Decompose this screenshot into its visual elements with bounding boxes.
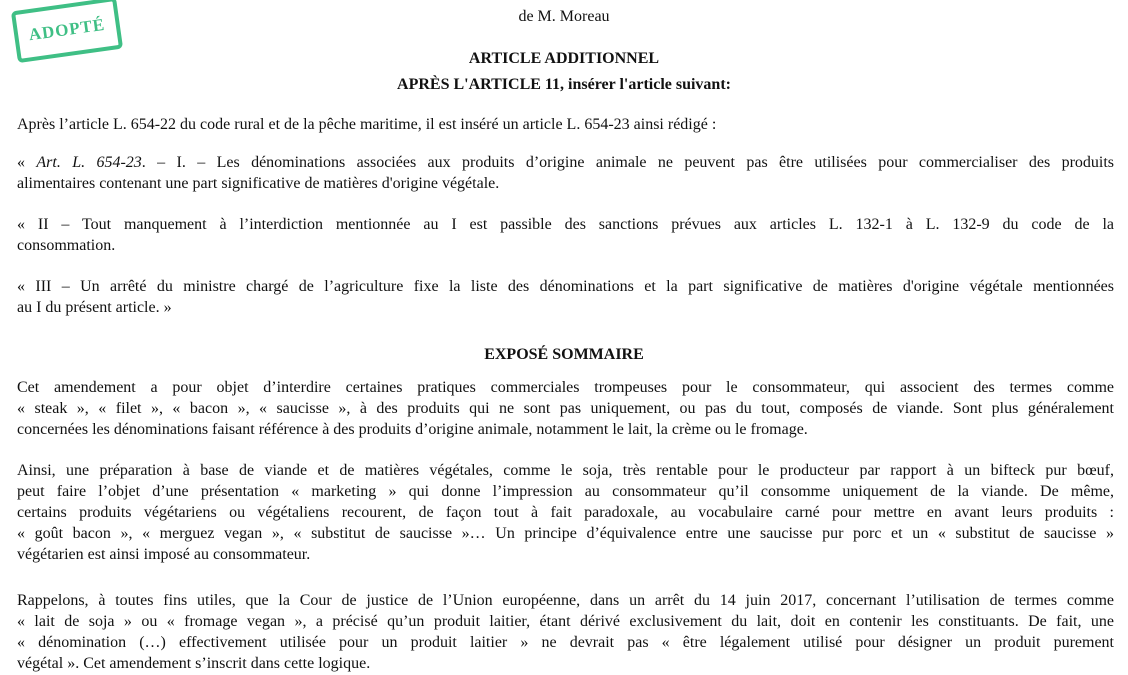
expose-p3-line-1: Rappelons, à toutes fins utiles, que la Cour de justice de l’Union européenne, dans un arrêt du 14 juin 2017, concernant l’utilisation de termes comme bbox=[17, 592, 1114, 609]
para1-prefix: « bbox=[17, 154, 37, 171]
expose-p2-line-5: végétarien est ainsi imposé au consommateur. bbox=[17, 546, 311, 563]
article-title: ARTICLE ADDITIONNEL bbox=[468, 50, 660, 67]
expose-p1-line-3: concernées les dénominations faisant référence à des produits d’origine animale, notamment le lait, la crème ou le fromage. bbox=[17, 421, 808, 438]
expose-p1-line-1: Cet amendement a pour objet d’interdire certaines pratiques commerciales trompeuses pour le consommateur, qui associent des termes comme bbox=[17, 379, 1114, 396]
expose-p1-line-2: « steak », « filet », « bacon », « saucisse », à des produits qui ne sont pas uniquement, ou pas du tout, composés de viande. Sont plus généralement bbox=[17, 400, 1114, 417]
expose-p3-line-2: « lait de soja » ou « fromage vegan », a précisé qu’un produit laitier, étant dérivé exclusivement du lait, doit en contenir les constituants. De fait, une bbox=[17, 613, 1114, 630]
para3-line-1: « III – Un arrêté du ministre chargé de l’agriculture fixe la liste des dénominations et la part significative de matières d'origine végétale mentionnées bbox=[17, 278, 1114, 295]
expose-p2-line-4: « goût bacon », « merguez vegan », « substitut de saucisse »… Un principe d’équivalence entre une saucisse pur porc et un « substitut de saucisse » bbox=[17, 525, 1114, 542]
article-reference: Art. L. 654-23 bbox=[36, 154, 142, 171]
expose-p3-line-4: végétal ». Cet amendement s’inscrit dans cette logique. bbox=[17, 655, 371, 672]
para1-line1-rest: . – I. – Les dénominations associées aux produits d’origine animale ne peuvent pas être utilisées pour commercialiser des produits bbox=[141, 154, 1115, 171]
article-paragraph-2 bbox=[17, 214, 1114, 256]
article-paragraph-1 bbox=[17, 152, 1114, 194]
para3-line-2: au I du présent article. » bbox=[17, 299, 172, 316]
expose-paragraph-1 bbox=[17, 377, 1114, 440]
article-intro bbox=[17, 114, 1114, 135]
stamp-label: ADOPTÉ bbox=[27, 14, 107, 45]
expose-paragraph-3 bbox=[17, 590, 1114, 674]
para2-line-1: « II – Tout manquement à l’interdiction mentionnée au I est passible des sanctions prévues aux articles L. 132-1 à L. 132-9 du code de la bbox=[17, 216, 1114, 233]
intro-line: Après l’article L. 654-22 du code rural et de la pêche maritime, il est inséré un article L. 654-23 ainsi rédigé : bbox=[17, 116, 717, 133]
para1-line-2: alimentaires contenant une part significative de matières d'origine végétale. bbox=[17, 175, 500, 192]
article-paragraph-3 bbox=[17, 276, 1114, 318]
article-subtitle: APRÈS L'ARTICLE 11, insérer l'article suivant: bbox=[397, 76, 731, 93]
para2-line-2: consommation. bbox=[17, 237, 116, 254]
expose-p3-line-3: « dénomination (…) effectivement utilisée pour un produit laitier » ne devrait pas « être légalement utilisé pour désigner un produit purement bbox=[17, 634, 1114, 651]
author-line: de M. Moreau bbox=[518, 8, 610, 25]
expose-p2-line-2: peut faire l’objet d’une présentation « marketing » qui donne l’impression au consommateur qu’il consomme uniquement de la viande. De même, bbox=[17, 483, 1114, 500]
expose-p2-line-1: Ainsi, une préparation à base de viande et de matières végétales, comme le soja, très rentable pour le producteur par rapport à un bifteck pur bœuf, bbox=[17, 462, 1114, 479]
expose-paragraph-2 bbox=[17, 460, 1114, 565]
expose-heading: EXPOSÉ SOMMAIRE bbox=[484, 346, 644, 363]
para1-line-1 bbox=[17, 152, 1114, 173]
expose-p2-line-3: certains produits végétariens ou végétaliens recourent, de façon tout à fait paradoxale, au vocabulaire carné pour mettre en avant leurs produits : bbox=[17, 504, 1114, 521]
